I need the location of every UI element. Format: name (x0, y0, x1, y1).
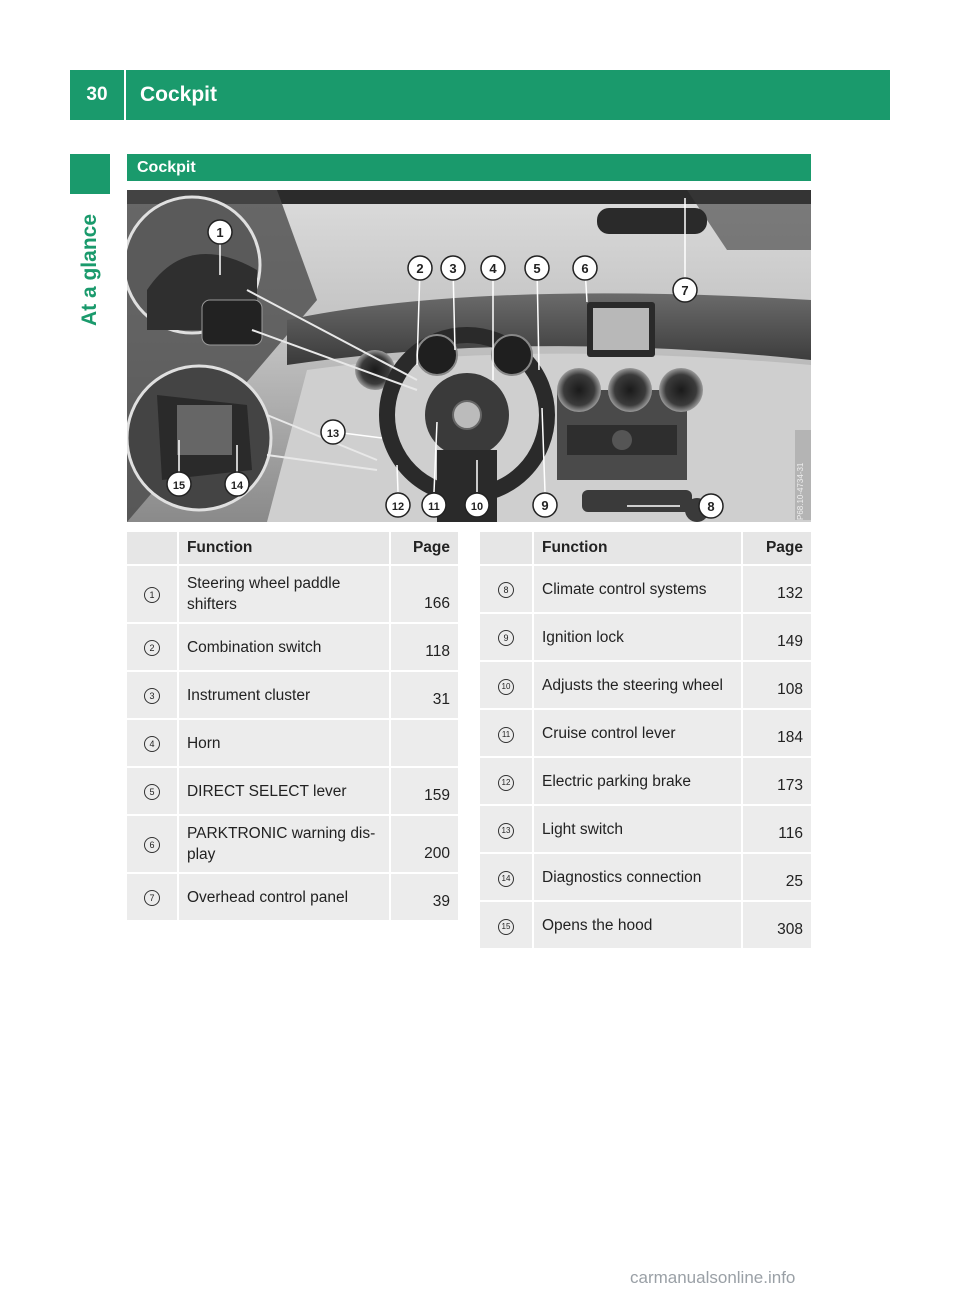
callout-11 (422, 493, 446, 517)
item-number: 9 (498, 630, 514, 646)
svg-text:5: 5 (533, 261, 541, 276)
table-row (127, 623, 458, 671)
table-row (127, 671, 458, 719)
item-number: 4 (144, 736, 160, 752)
item-number: 10 (498, 679, 514, 695)
item-function: Diagnostics connection (533, 853, 742, 901)
item-page: 116 (742, 805, 811, 853)
table-row (480, 757, 811, 805)
callout-10 (465, 493, 489, 517)
table-row (480, 805, 811, 853)
item-function: Ignition lock (533, 613, 742, 661)
callout-15 (167, 472, 191, 496)
item-number: 13 (498, 823, 514, 839)
callout-4 (481, 256, 505, 280)
callout-2 (408, 256, 432, 280)
section-title: Cockpit (127, 154, 811, 181)
svg-text:8: 8 (707, 499, 715, 514)
side-tab (70, 200, 110, 340)
table-row (127, 565, 458, 623)
item-number: 6 (144, 837, 160, 853)
item-function: Cruise control lever (533, 709, 742, 757)
svg-text:9: 9 (541, 498, 549, 513)
item-number: 7 (144, 890, 160, 906)
item-page: 25 (742, 853, 811, 901)
svg-text:15: 15 (172, 480, 186, 492)
table-row (480, 901, 811, 949)
item-number: 8 (498, 582, 514, 598)
callout-6 (573, 256, 597, 280)
side-tab-block (70, 154, 110, 194)
item-page: 39 (390, 873, 458, 921)
cockpit-photo (127, 190, 811, 522)
item-number: 11 (498, 727, 514, 743)
item-number: 1 (144, 587, 160, 603)
item-function: DIRECT SELECT lever (178, 767, 390, 815)
table-row (480, 853, 811, 901)
callout-5 (525, 256, 549, 280)
item-function: Opens the hood (533, 901, 742, 949)
header-number (127, 532, 178, 565)
table-row (127, 719, 458, 767)
item-function: Instrument cluster (178, 671, 390, 719)
table-row (127, 767, 458, 815)
function-table-right (480, 532, 811, 950)
header-function: Function (178, 532, 390, 565)
item-number: 5 (144, 784, 160, 800)
item-page: 132 (742, 565, 811, 613)
item-page: 118 (390, 623, 458, 671)
svg-text:14: 14 (230, 480, 244, 492)
item-page: 308 (742, 901, 811, 949)
item-page: 166 (390, 565, 458, 623)
callout-12 (386, 493, 410, 517)
svg-text:11: 11 (428, 501, 440, 513)
callout-14 (225, 472, 249, 496)
table-row (127, 873, 458, 921)
item-number: 3 (144, 688, 160, 704)
side-tab-label: At a glance (78, 213, 102, 327)
item-function: Combination switch (178, 623, 390, 671)
svg-text:7: 7 (681, 283, 689, 298)
photo-code: P68.10-4734-31 (796, 462, 805, 520)
table-header-row (127, 532, 458, 565)
header-function: Function (533, 532, 742, 565)
header-number (480, 532, 533, 565)
item-page: 200 (390, 815, 458, 873)
item-function: PARKTRONIC warning dis-play (178, 815, 390, 873)
watermark-link[interactable]: carmanualsonline.info (630, 1268, 796, 1287)
page-header (70, 70, 890, 120)
svg-text:13: 13 (326, 428, 340, 440)
svg-text:2: 2 (416, 261, 424, 276)
item-function: Light switch (533, 805, 742, 853)
chapter-title: Cockpit (140, 83, 218, 106)
table-row (480, 565, 811, 613)
item-page: 108 (742, 661, 811, 709)
table-row (480, 661, 811, 709)
callout-1 (208, 220, 232, 244)
callout-3 (441, 256, 465, 280)
table-row (127, 815, 458, 873)
function-table-left (127, 532, 458, 922)
item-page: 149 (742, 613, 811, 661)
callout-13 (321, 420, 345, 444)
callout-9 (533, 493, 557, 517)
svg-text:1: 1 (216, 225, 224, 240)
item-function: Steering wheel paddle shifters (178, 565, 390, 623)
table-row (480, 709, 811, 757)
callout-8 (699, 494, 723, 518)
item-page: 159 (390, 767, 458, 815)
header-page: Page (742, 532, 811, 565)
table-header-row (480, 532, 811, 565)
table-row (480, 613, 811, 661)
item-function: Climate control systems (533, 565, 742, 613)
callout-7 (673, 278, 697, 302)
header-page: Page (390, 532, 458, 565)
item-number: 14 (498, 871, 514, 887)
svg-text:4: 4 (489, 261, 497, 276)
svg-text:3: 3 (449, 261, 457, 276)
item-function: Adjusts the steering wheel (533, 661, 742, 709)
svg-text:12: 12 (391, 501, 405, 513)
item-number: 2 (144, 640, 160, 656)
item-function: Electric parking brake (533, 757, 742, 805)
item-function: Horn (178, 719, 390, 767)
svg-text:10: 10 (470, 501, 484, 513)
item-page: 31 (390, 671, 458, 719)
item-page: 184 (742, 709, 811, 757)
item-function: Overhead control panel (178, 873, 390, 921)
item-page: 173 (742, 757, 811, 805)
page-number: 30 (70, 70, 126, 120)
item-number: 12 (498, 775, 514, 791)
item-number: 15 (498, 919, 514, 935)
svg-text:6: 6 (581, 261, 589, 276)
item-page (390, 719, 458, 767)
